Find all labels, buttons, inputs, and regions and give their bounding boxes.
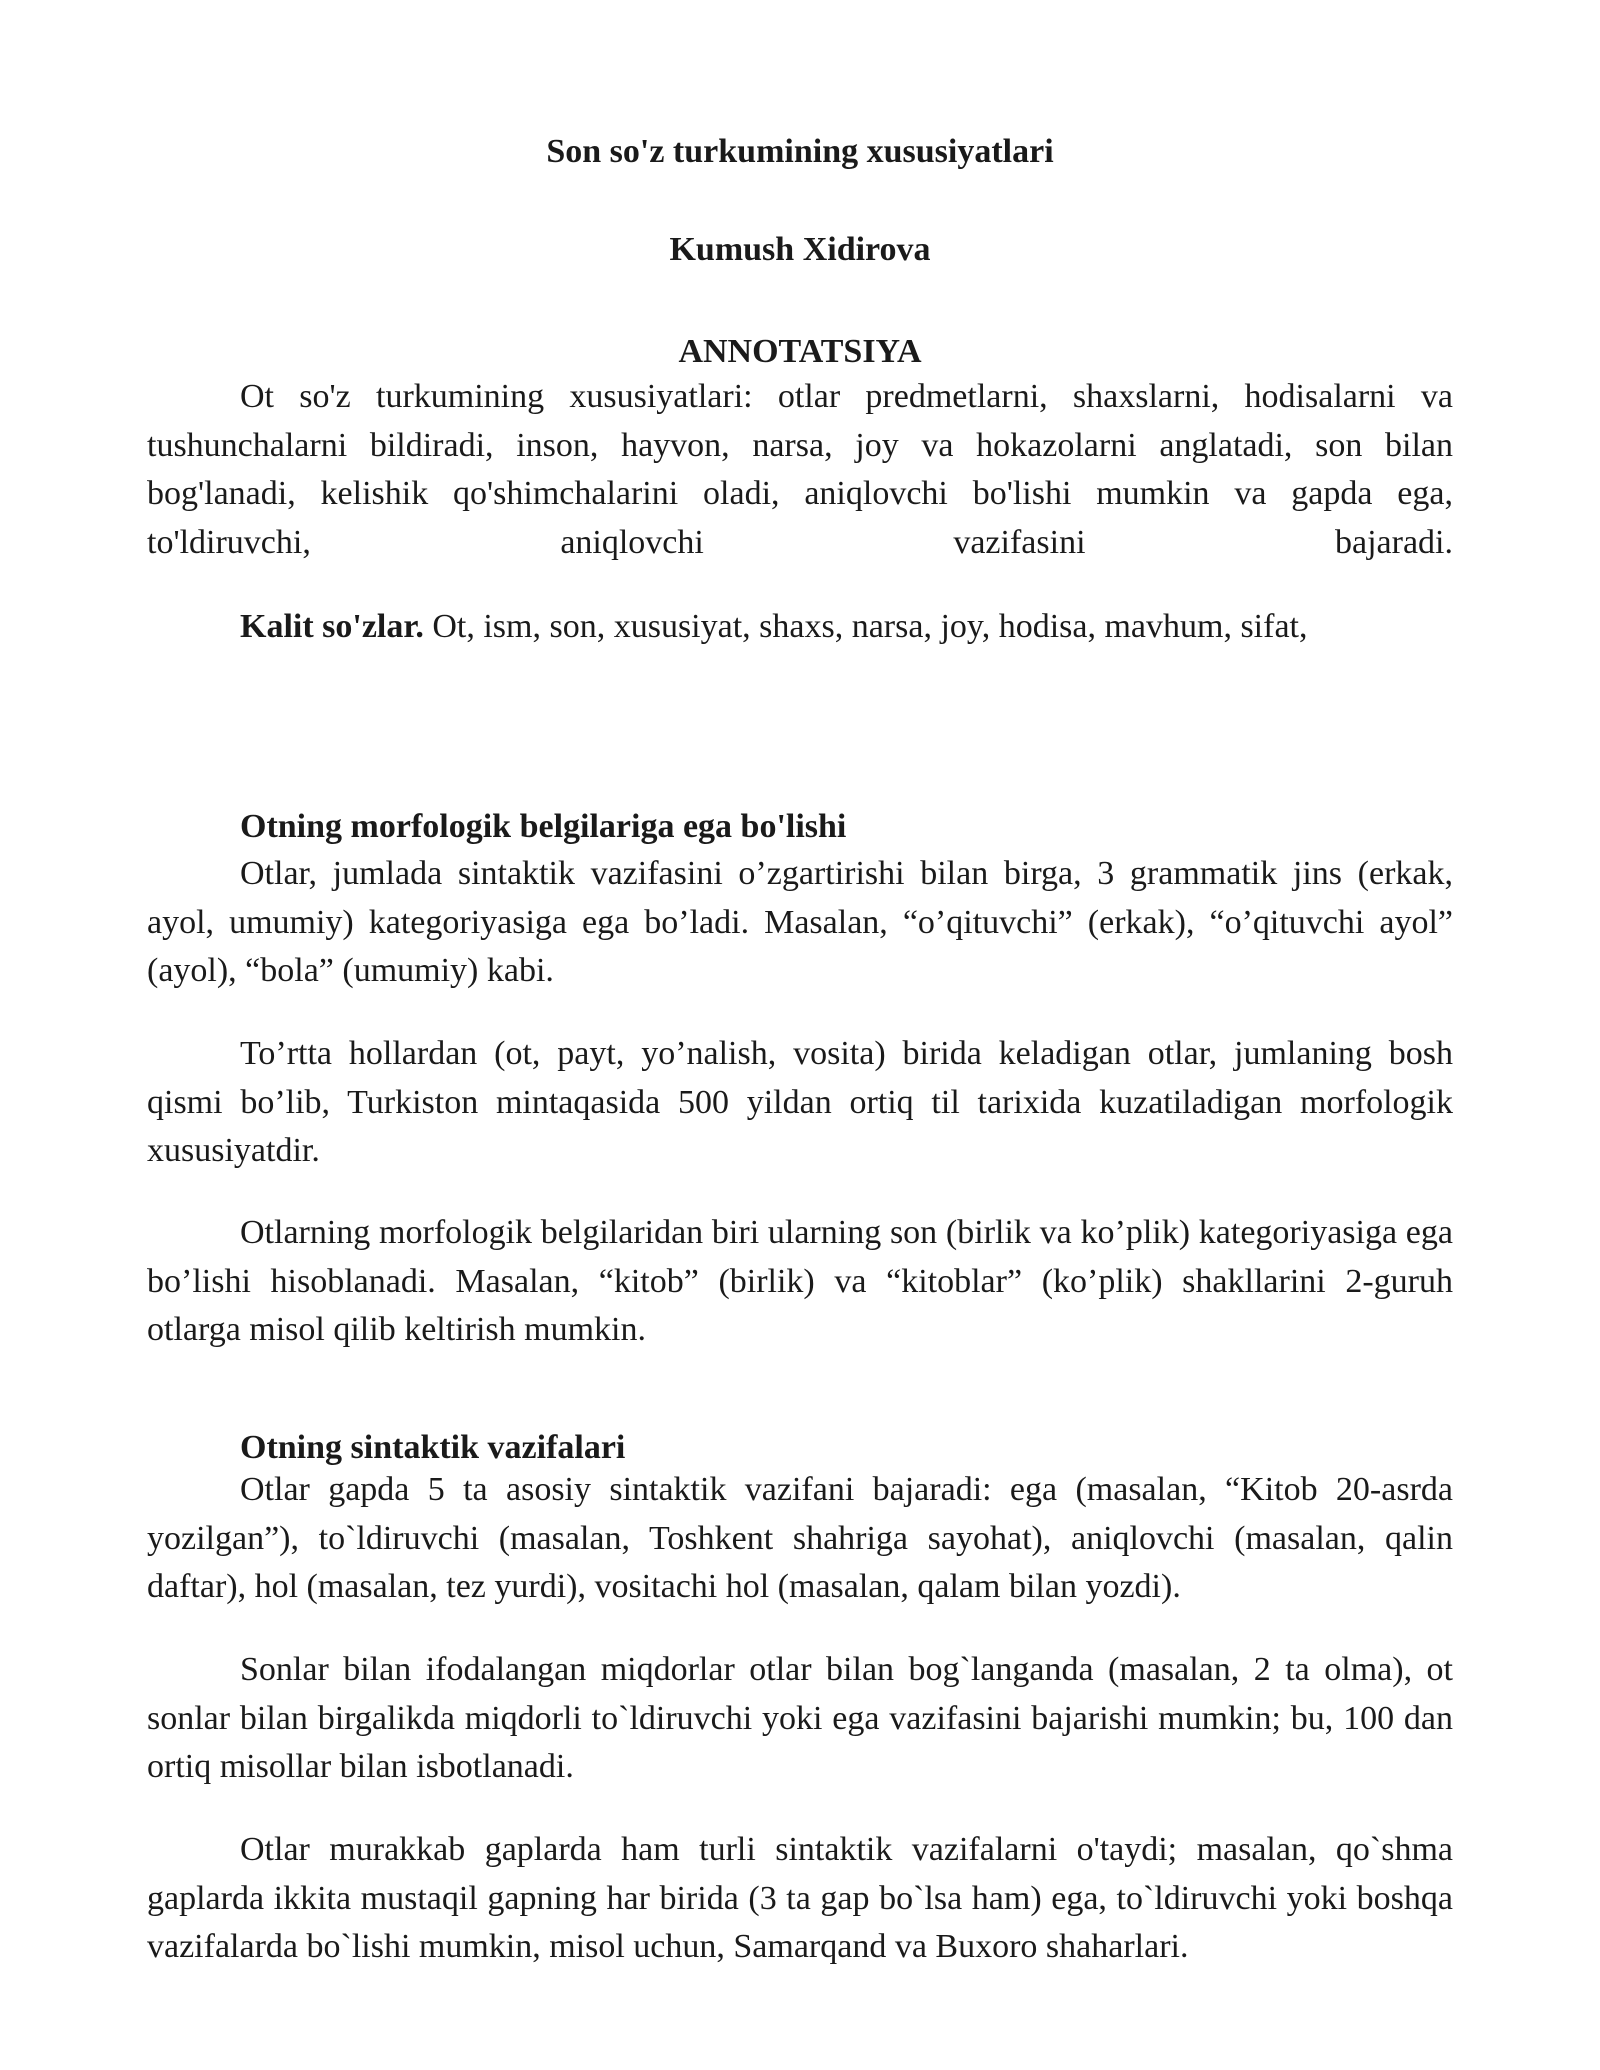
keywords-label: Kalit so'zlar. <box>240 608 424 645</box>
paragraph: Sonlar bilan ifodalangan miqdorlar otlar bilan bog`langanda (masalan, 2 ta olma), ot sonlar bilan birgalikda miqdorli to`ldiruvchi yoki ega vazifasini bajarishi mumkin; bu, 100 dan ortiq misollar bilan isbotlanadi. <box>147 1651 1453 1785</box>
document-title: Son so'z turkumining xususiyatlari <box>546 133 1054 170</box>
paragraph: Otlar gapda 5 ta asosiy sintaktik vazifani bajaradi: ega (masalan, “Kitob 20-asrda yozilgan”), to`ldiruvchi (masalan, Toshkent shahriga sayohat), aniqlovchi (masalan, qalin daftar), hol (masalan, tez yurdi), vositachi hol (masalan, qalam bilan yozdi). <box>147 1471 1453 1605</box>
section-heading-morphology: Otning morfologik belgilariga ega bo'lishi <box>240 808 847 845</box>
keywords-paragraph <box>147 603 1453 652</box>
paragraph: Otlarning morfologik belgilaridan biri ularning son (birlik va ko’plik) kategoriyasiga ega bo’lishi hisoblanadi. Masalan, “kitob” (birlik) va “kitoblar” (ko’plik) shakllarini 2-guruh otlarga misol qilib keltirish mumkin. <box>147 1214 1453 1348</box>
paragraph: Otlar, jumlada sintaktik vazifasini o’zgartirishi bilan birga, 3 grammatik jins (erkak, ayol, umumiy) kategoriyasiga ega bo’ladi. Masalan, “o’qituvchi” (erkak), “o’qituvchi ayol” (ayol), “bola” (umumiy) kabi. <box>147 855 1453 989</box>
annotation-heading: ANNOTATSIYA <box>678 333 922 370</box>
keywords-list: Ot, ism, son, xususiyat, shaxs, narsa, joy, hodisa, mavhum, sifat, <box>423 608 1308 645</box>
paragraph: To’rtta hollardan (ot, payt, yo’nalish, vosita) birida keladigan otlar, jumlaning bosh qismi bo’lib, Turkiston mintaqasida 500 yildan ortiq til tarixida kuzatiladigan morfologik xususiyatdir. <box>147 1035 1453 1169</box>
annotation-text: Ot so'z turkumining xususiyatlari: otlar predmetlarni, shaxslarni, hodisalarni va tushunchalarni bildiradi, inson, hayvon, narsa, joy va hokazolarni anglatadi, son bilan bog'lanadi, kelishik qo'shimchalarini oladi, aniqlovchi bo'lishi mumkin va gapda ega, to'ldiruvchi, aniqlovchi vazifasini bajaradi. <box>147 378 1453 561</box>
paragraph: Otlar murakkab gaplarda ham turli sintaktik vazifalarni o'taydi; masalan, qo`shma gaplarda ikkita mustaqil gapning har birida (3 ta gap bo`lsa ham) ega, to`ldiruvchi yoki boshqa vazifalarda bo`lishi mumkin, misol uchun, Samarqand va Buxoro shaharlari. <box>147 1831 1453 1965</box>
section-heading-syntax: Otning sintaktik vazifalari <box>240 1429 626 1466</box>
author-name: Kumush Xidirova <box>669 231 931 268</box>
